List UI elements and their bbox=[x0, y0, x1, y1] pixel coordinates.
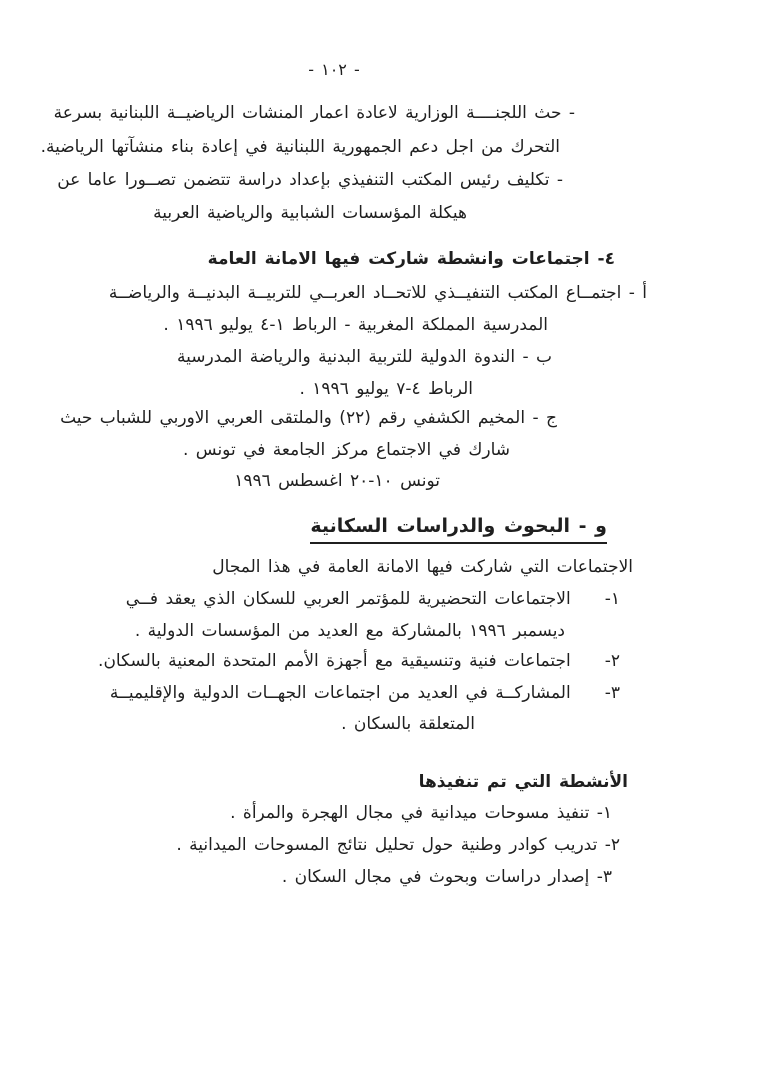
section-waw-item-3-line-2: المتعلقة بالسكان . bbox=[341, 714, 475, 734]
activities-item-3: ٣- إصدار دراسات وبحوث في مجال السكان . bbox=[281, 867, 612, 887]
section-waw-heading: و - البحوث والدراسات السكانية bbox=[310, 514, 607, 544]
page-number: - ١٠٢ - bbox=[308, 60, 360, 79]
item-2-text: اجتماعات فنية وتنسيقية مع أجهزة الأمم المتحدة المعنية بالسكان. bbox=[98, 651, 571, 671]
section-waw-item-1 bbox=[126, 587, 620, 611]
section-4-item-b-line-2: الرباط ٤-٧ يوليو ١٩٩٦ . bbox=[299, 379, 473, 399]
bullet-2-line-1: - تكليف رئيس المكتب التنفيذي بإعداد دراسة تتضمن تصــورا عاما عن bbox=[57, 170, 563, 190]
bullet-1-line-2: التحرك من اجل دعم الجمهورية اللبنانية في إعادة بناء منشآتها الرياضية. bbox=[40, 137, 560, 157]
item-1-number: ١- bbox=[604, 589, 620, 609]
section-waw-item-1-line-2: ديسمبر ١٩٩٦ بالمشاركة مع العديد من المؤسسات الدولية . bbox=[134, 621, 565, 641]
section-waw-item-3 bbox=[110, 681, 620, 705]
activities-item-2: ٢- تدريب كوادر وطنية حول تحليل نتائج المسوحات الميدانية . bbox=[176, 835, 620, 855]
section-waw-intro: الاجتماعات التي شاركت فيها الامانة العامة في هذا المجال bbox=[212, 557, 633, 577]
activities-heading: الأنشطة التي تم تنفيذها bbox=[418, 772, 628, 792]
item-3-text: المشاركــة في العديد من اجتماعات الجهــات الدولية والإقليميــة bbox=[109, 683, 571, 703]
section-4-item-a-line-1: أ - اجتمــاع المكتب التنفيــذي للاتحــاد العربــي للتربيــة البدنيــة والرياضــة bbox=[108, 283, 647, 303]
section-4-item-b-line-1: ب - الندوة الدولية للتربية البدنية والرياضة المدرسية bbox=[176, 347, 552, 367]
item-3-number: ٣- bbox=[604, 683, 620, 703]
item-1-text: الاجتماعات التحضيرية للمؤتمر العربي للسكان الذي يعقد فــي bbox=[125, 589, 571, 609]
section-4-item-c-line-1: ج - المخيم الكشفي رقم (٢٢) والملتقى العربي الاوربي للشباب حيث bbox=[60, 408, 557, 428]
item-2-number: ٢- bbox=[604, 651, 620, 671]
section-4-item-c-line-3: تونس ١٠-٢٠ اغسطس ١٩٩٦ bbox=[234, 471, 440, 491]
section-4-item-c-line-2: شارك في الاجتماع مركز الجامعة في تونس . bbox=[182, 440, 510, 460]
section-4-heading: ٤- اجتماعات وانشطة شاركت فيها الامانة العامة bbox=[207, 249, 615, 269]
section-waw-item-2 bbox=[98, 649, 620, 673]
bullet-2-line-2: هيكلة المؤسسات الشبابية والرياضية العربية bbox=[153, 203, 467, 223]
bullet-1-line-1: - حث اللجنــــة الوزارية لاعادة اعمار المنشات الرياضيــة اللبنانية بسرعة bbox=[53, 103, 575, 123]
section-4-item-a-line-2: المدرسية المملكة المغربية - الرباط ١-٤ يوليو ١٩٩٦ . bbox=[163, 315, 548, 335]
activities-item-1: ١- تنفيذ مسوحات ميدانية في مجال الهجرة والمرأة . bbox=[230, 803, 612, 823]
